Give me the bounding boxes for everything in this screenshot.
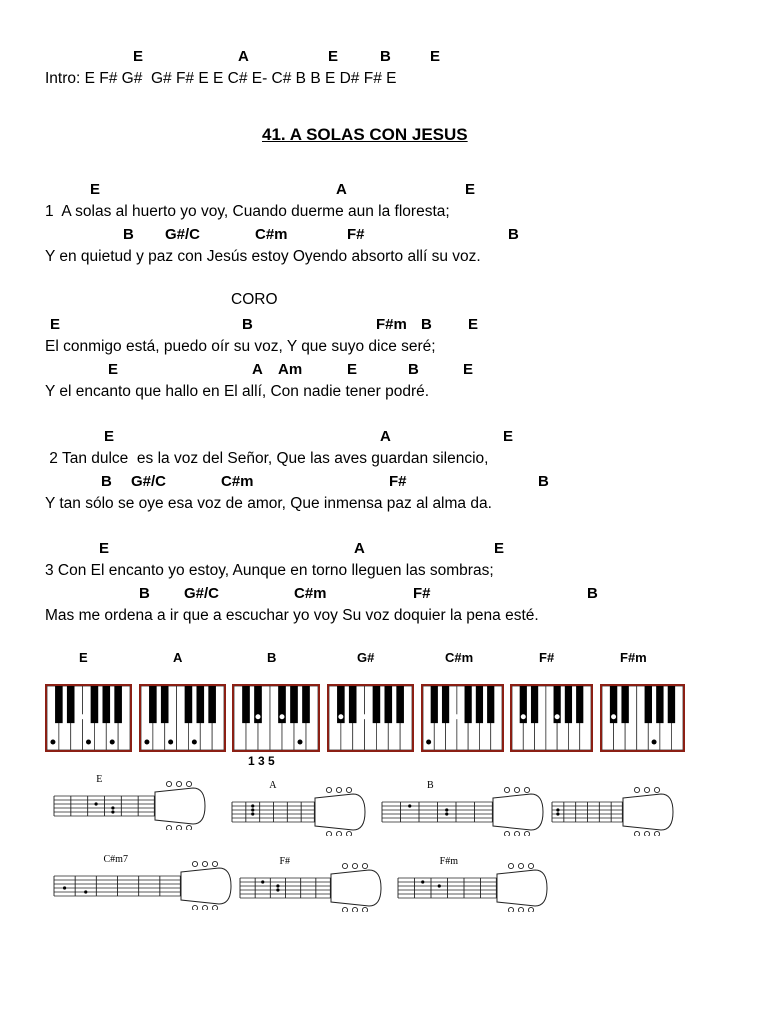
chord-symbol: B: [123, 226, 134, 243]
chord-symbol: E: [133, 48, 144, 65]
guitar-chord-diagram: [550, 786, 678, 841]
verse1-line-1: 1 A solas al huerto yo voy, Cuando duerme aun la floresta;: [45, 203, 450, 220]
chord-symbol: E: [328, 48, 339, 65]
chord-symbol: G#/C: [165, 226, 201, 243]
chord-symbol: A: [336, 181, 347, 198]
guitar-chord-diagram: [52, 854, 236, 915]
chord-symbol: B: [101, 473, 112, 490]
piano-chord-label: G#: [357, 650, 375, 665]
chord-symbol: B: [408, 361, 419, 378]
chord-symbol: F#: [413, 585, 431, 602]
guitar-chord-label: A: [269, 780, 277, 791]
chord-symbol: C#m: [255, 226, 288, 243]
piano-keyboard-diagram: [510, 684, 593, 752]
piano-chord-label: F#m: [620, 650, 647, 665]
intro-line: Intro: E F# G# G# F# E E C# E- C# B B E D# F# E: [45, 70, 397, 87]
chord-symbol: A: [238, 48, 249, 65]
chord-symbol: B: [421, 316, 432, 333]
piano-chord-label: A: [173, 650, 183, 665]
coro-line-1: El conmigo está, puedo oír su voz, Y que suyo dice seré;: [45, 338, 436, 355]
chord-symbol: B: [538, 473, 549, 490]
chord-symbol: E: [50, 316, 61, 333]
verse2-line-2: Y tan sólo se oye esa voz de amor, Que inmensa paz al alma da.: [45, 495, 492, 512]
chord-symbol: C#m: [221, 473, 254, 490]
chord-symbol: B: [508, 226, 519, 243]
song-title: 41. A SOLAS CON JESUS: [262, 125, 468, 144]
chord-symbol: E: [468, 316, 479, 333]
finger-numbers: 1 3 5: [248, 754, 275, 768]
guitar-chord-label: B: [427, 780, 434, 791]
chord-symbol: B: [242, 316, 253, 333]
guitar-chord-label: C#m7: [103, 854, 128, 865]
guitar-chord-diagram: [380, 780, 548, 841]
chord-symbol: B: [139, 585, 150, 602]
guitar-chord-label: E: [96, 774, 103, 785]
verse3-line-1: 3 Con El encanto yo estoy, Aunque en torno lleguen las sombras;: [45, 562, 494, 579]
coro-label: CORO: [231, 291, 278, 308]
chord-symbol: E: [99, 540, 110, 557]
verse1-line-2: Y en quietud y paz con Jesús estoy Oyendo absorto allí su voz.: [45, 248, 481, 265]
chord-symbol: G#/C: [131, 473, 167, 490]
piano-keyboard-diagram: [139, 684, 226, 752]
chord-symbol: A: [354, 540, 365, 557]
guitar-chord-diagram: [230, 780, 370, 841]
chord-symbol: E: [465, 181, 476, 198]
piano-keyboard-diagram: [327, 684, 414, 752]
piano-chord-label: F#: [539, 650, 555, 665]
piano-chord-label: E: [79, 650, 88, 665]
chord-symbol: E: [463, 361, 474, 378]
chord-symbol: E: [430, 48, 441, 65]
chord-symbol: E: [503, 428, 514, 445]
guitar-chord-label: F#m: [439, 856, 459, 867]
guitar-chord-diagram: [238, 856, 386, 917]
chord-symbol: B: [587, 585, 598, 602]
coro-line-2: Y el encanto que hallo en El allí, Con nadie tener podré.: [45, 383, 430, 400]
chord-symbol: E: [494, 540, 505, 557]
piano-keyboard-diagram: [600, 684, 685, 752]
chord-symbol: F#: [347, 226, 365, 243]
piano-keyboard-diagram: [421, 684, 504, 752]
piano-keyboard-diagram: [45, 684, 132, 752]
piano-keyboard-diagram: [232, 684, 320, 752]
guitar-chord-diagram: [52, 774, 210, 835]
verse3-line-2: Mas me ordena a ir que a escuchar yo voy Su voz doquier la pena esté.: [45, 607, 539, 624]
chord-symbol: A: [252, 361, 263, 378]
chord-symbol: G#/C: [184, 585, 220, 602]
chord-symbol: E: [90, 181, 101, 198]
chord-symbol: E: [104, 428, 115, 445]
chord-symbol: Am: [278, 361, 303, 378]
chord-symbol: A: [380, 428, 391, 445]
chord-symbol: E: [347, 361, 358, 378]
guitar-chord-label: F#: [279, 856, 290, 867]
piano-chord-label: C#m: [445, 650, 474, 665]
piano-chord-label: B: [267, 650, 277, 665]
guitar-chord-diagram: [396, 856, 552, 917]
chord-symbol: F#: [389, 473, 407, 490]
chord-symbol: C#m: [294, 585, 327, 602]
chord-symbol: B: [380, 48, 391, 65]
chord-symbol: F#m: [376, 316, 407, 333]
verse2-line-1: 2 Tan dulce es la voz del Señor, Que las aves guardan silencio,: [45, 450, 489, 467]
chord-symbol: E: [108, 361, 119, 378]
